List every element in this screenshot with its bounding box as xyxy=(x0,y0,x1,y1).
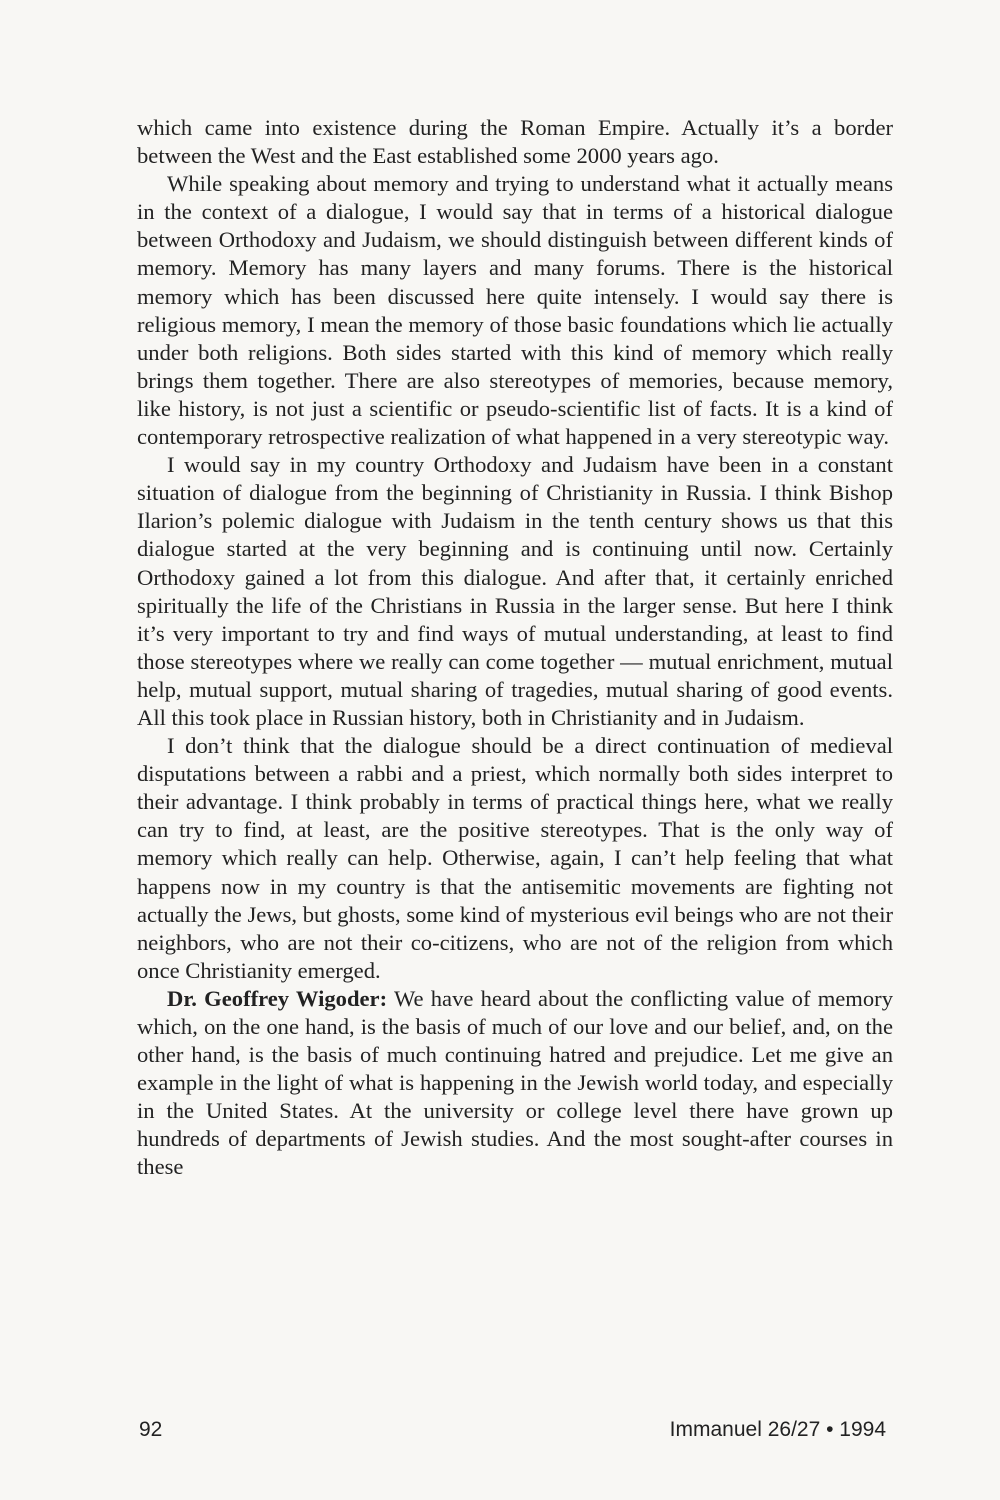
paragraph-4: I don’t think that the dialogue should be a direct continuation of medieval disputations between a rabbi and a priest, which normally both sides interpret to their advantage. I think probably in terms of practical things here, what we really can try to find, at least, are the positive stereotypes. That is the only way of memory which really can help. Otherwise, again, I can’t help feeling that what happens now in my country is that the antisemitic movements are fighting not actually the Jews, but ghosts, some kind of mysterious evil beings who are not their neighbors, who are not their co-citizens, who are not of the religion from which once Christianity emerged. xyxy=(137,733,893,983)
paragraph-3: I would say in my country Orthodoxy and Judaism have been in a constant situation of dialogue from the beginning of Christianity in Russia. I think Bishop Ilarion’s polemic dialogue with Judaism in the tenth century shows us that this dialogue started at the very beginning and is continuing until now. Certainly Orthodoxy gained a lot from this dialogue. And after that, it certainly enriched spiritually the life of the Christians in Russia in the larger sense. But here I think it’s very important to try and find ways of mutual understanding, at least to find those stereotypes where we really can come together — mutual enrichment, mutual help, mutual support, mutual sharing of tragedies, mutual sharing of good events. All this took place in Russian history, both in Christianity and in Judaism. xyxy=(137,452,893,730)
page-number: 92 xyxy=(139,1418,163,1441)
body-text xyxy=(137,114,893,1182)
paragraph-1: which came into existence during the Roman Empire. Actually it’s a border between the West and the East established some 2000 years ago. xyxy=(137,115,893,169)
journal-footer: Immanuel 26/27 • 1994 xyxy=(669,1418,886,1441)
paragraph-2: While speaking about memory and trying to understand what it actually means in the context of a dialogue, I would say that in terms of a historical dialogue between Orthodoxy and Judaism, we should distinguish between different kinds of memory. Memory has many layers and many forums. There is the historical memory which has been discussed here quite intensely. I would say there is religious memory, I mean the memory of those basic foundations which lie actually under both religions. Both sides started with this kind of memory which really brings them together. There are also stereotypes of memories, because memory, like history, is not just a scientific or pseudo-scientific list of facts. It is a kind of contemporary retrospective realization of what happened in a very stereotypic way. xyxy=(137,171,893,450)
paragraph-5: Dr. Geoffrey Wigoder: We have heard about the conflicting value of memory which, on the one hand, is the basis of much of our love and our belief, and, on the other hand, is the basis of much continuing hatred and prejudice. Let me give an example in the light of what is happening in the Jewish world today, and especially in the United States. At the university or college level there have grown up hundreds of departments of Jewish studies. And the most sought-after courses in these xyxy=(137,985,894,1180)
speaker-name: Dr. Geoffrey Wigoder: xyxy=(167,985,388,1011)
